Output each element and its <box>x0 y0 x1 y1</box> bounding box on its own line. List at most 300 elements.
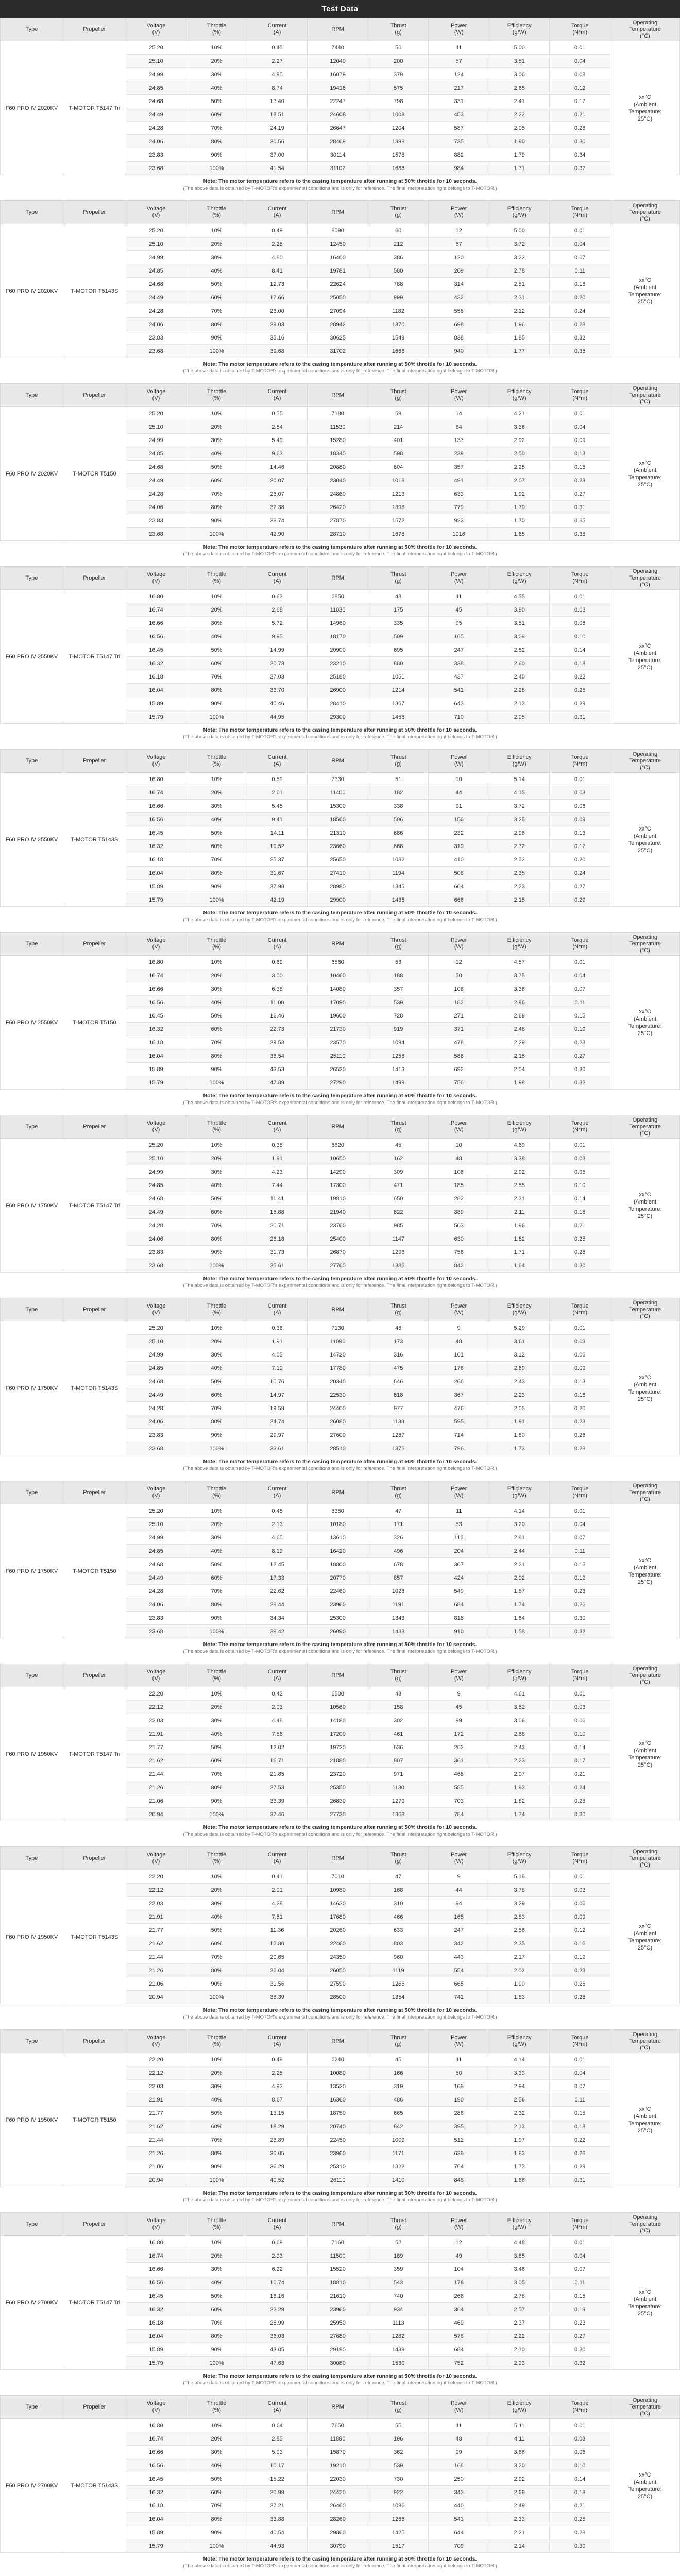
data-cell: 21.77 <box>126 1741 186 1754</box>
data-cell: 1.87 <box>489 1585 550 1598</box>
column-header: Voltage (V) <box>126 750 186 773</box>
data-cell: 80% <box>186 318 247 331</box>
data-cell: 20% <box>186 2066 247 2080</box>
data-cell: 16.18 <box>126 2316 186 2330</box>
data-cell: 250 <box>429 2472 489 2486</box>
propeller-name: T-MOTOR T5150 <box>63 1504 126 1638</box>
data-cell: 45 <box>368 2053 429 2066</box>
motor-type: F60 PRO IV 2550KV <box>1 590 63 724</box>
data-cell: 714 <box>429 1429 489 1442</box>
data-cell: 60% <box>186 474 247 487</box>
data-cell: 14630 <box>308 1897 368 1910</box>
data-cell: 50% <box>186 1558 247 1571</box>
data-cell: 1214 <box>368 684 429 697</box>
data-cell: 0.24 <box>550 1781 610 1794</box>
data-cell: 27410 <box>308 867 368 880</box>
column-header: Torque (N*m) <box>550 18 610 41</box>
data-cell: 2.14 <box>489 2539 550 2553</box>
data-cell: 11500 <box>308 2249 368 2263</box>
propeller-name: T-MOTOR T5143S <box>63 1321 126 1455</box>
data-cell: 282 <box>429 1192 489 1206</box>
data-cell: 90% <box>186 2526 247 2539</box>
motor-type: F60 PRO IV 1950KV <box>1 2053 63 2187</box>
test-section <box>0 566 680 749</box>
data-cell: 0.29 <box>550 697 610 710</box>
column-header: RPM <box>308 1298 368 1321</box>
data-cell: 16.80 <box>126 2236 186 2249</box>
data-cell: 11 <box>429 590 489 603</box>
data-cell: 11890 <box>308 2432 368 2446</box>
data-cell: 15280 <box>308 434 368 447</box>
data-cell: 6350 <box>308 1504 368 1518</box>
data-cell: 100% <box>186 345 247 358</box>
data-cell: 27870 <box>308 514 368 528</box>
data-cell: 1678 <box>368 528 429 541</box>
data-cell: 2.07 <box>489 474 550 487</box>
data-cell: 2.01 <box>247 1884 308 1897</box>
data-cell: 100% <box>186 1625 247 1638</box>
data-cell: 410 <box>429 853 489 867</box>
data-cell: 549 <box>429 1585 489 1598</box>
data-cell: 90% <box>186 880 247 893</box>
data-cell: 7130 <box>308 1321 368 1335</box>
data-cell: 868 <box>368 840 429 853</box>
data-cell: 9.95 <box>247 630 308 643</box>
data-cell: 798 <box>368 95 429 108</box>
data-cell: 24608 <box>308 108 368 122</box>
data-cell: 0.06 <box>550 1714 610 1727</box>
temperature-note <box>0 1090 680 1115</box>
column-header: Operating Temperature (°C) <box>610 18 680 41</box>
column-header: Throttle (%) <box>186 1664 247 1687</box>
data-cell: 60% <box>186 657 247 670</box>
data-cell: 684 <box>429 2343 489 2357</box>
test-section <box>0 2395 680 2576</box>
data-cell: 80% <box>186 1781 247 1794</box>
column-header: Throttle (%) <box>186 1481 247 1504</box>
data-cell: 2.52 <box>489 853 550 867</box>
data-cell: 7.86 <box>247 1727 308 1741</box>
data-cell: 357 <box>429 461 489 474</box>
data-cell: 999 <box>368 291 429 304</box>
data-cell: 0.19 <box>550 1571 610 1585</box>
data-cell: 1530 <box>368 2357 429 2370</box>
column-header: Propeller <box>63 384 126 407</box>
data-cell: 1.90 <box>489 135 550 148</box>
column-header: Thrust (g) <box>368 1481 429 1504</box>
data-cell: 1.77 <box>489 345 550 358</box>
data-cell: 3.72 <box>489 800 550 813</box>
data-cell: 818 <box>429 1612 489 1625</box>
data-cell: 0.13 <box>550 826 610 840</box>
data-cell: 25.20 <box>126 1321 186 1335</box>
data-cell: 16.66 <box>126 2446 186 2459</box>
data-cell: 2.02 <box>489 1571 550 1585</box>
data-cell: 11400 <box>308 786 368 800</box>
data-cell: 2.32 <box>489 2107 550 2120</box>
data-cell: 94 <box>429 1897 489 1910</box>
data-cell: 604 <box>429 880 489 893</box>
operating-temperature: xx°C (Ambient Temperature: 25°C) <box>610 1139 680 1273</box>
data-cell: 2.31 <box>489 291 550 304</box>
data-cell: 10980 <box>308 1884 368 1897</box>
data-cell: 15.88 <box>247 1206 308 1219</box>
data-cell: 10650 <box>308 1152 368 1165</box>
data-cell: 21.91 <box>126 1727 186 1741</box>
data-cell: 25050 <box>308 291 368 304</box>
data-cell: 24.49 <box>126 291 186 304</box>
data-cell: 70% <box>186 670 247 684</box>
data-cell: 357 <box>368 982 429 996</box>
data-cell: 8.41 <box>247 264 308 278</box>
data-cell: 1410 <box>368 2174 429 2187</box>
data-cell: 598 <box>368 447 429 461</box>
data-cell: 934 <box>368 2303 429 2316</box>
data-cell: 9 <box>429 1870 489 1884</box>
propeller-name: T-MOTOR T5147 Tri <box>63 1687 126 1821</box>
test-data-table <box>0 200 680 358</box>
test-section <box>0 1481 680 1664</box>
column-header: Type <box>1 1298 63 1321</box>
test-data-table <box>0 1481 680 1638</box>
data-cell: 310 <box>368 1897 429 1910</box>
data-cell: 575 <box>368 81 429 95</box>
data-cell: 1026 <box>368 1585 429 1598</box>
data-cell: 209 <box>429 264 489 278</box>
data-cell: 0.42 <box>247 1687 308 1701</box>
note-main-text: Note: The motor temperature refers to the casing temperature after running at 50% throttle for 10 seconds. <box>203 178 477 184</box>
column-header: Power (W) <box>429 933 489 956</box>
data-cell: 0.20 <box>550 853 610 867</box>
data-cell: 486 <box>368 2093 429 2107</box>
column-header: Efficiency (g/W) <box>489 18 550 41</box>
data-cell: 2.23 <box>489 1754 550 1768</box>
column-header: Current (A) <box>247 1664 308 1687</box>
propeller-name: T-MOTOR T5143S <box>63 2419 126 2553</box>
data-cell: 16.32 <box>126 657 186 670</box>
data-cell: 0.15 <box>550 2107 610 2120</box>
test-data-table <box>0 383 680 541</box>
data-cell: 16.80 <box>126 590 186 603</box>
data-cell: 5.00 <box>489 224 550 238</box>
data-cell: 22624 <box>308 278 368 291</box>
data-cell: 24.28 <box>126 1585 186 1598</box>
column-header: Efficiency (g/W) <box>489 1664 550 1687</box>
data-cell: 1398 <box>368 501 429 514</box>
data-cell: 3.85 <box>489 2249 550 2263</box>
data-cell: 70% <box>186 2316 247 2330</box>
temperature-note <box>0 175 680 200</box>
data-cell: 0.28 <box>550 1246 610 1259</box>
data-cell: 2.49 <box>489 2499 550 2513</box>
table-row <box>1 2419 680 2432</box>
data-cell: 188 <box>368 969 429 982</box>
data-cell: 319 <box>368 2080 429 2093</box>
data-cell: 0.30 <box>550 135 610 148</box>
test-section <box>0 1664 680 1846</box>
data-cell: 57 <box>429 55 489 68</box>
data-cell: 13520 <box>308 2080 368 2093</box>
data-cell: 2.05 <box>489 122 550 135</box>
data-cell: 0.55 <box>247 407 308 420</box>
data-cell: 17300 <box>308 1179 368 1192</box>
data-cell: 15.79 <box>126 1076 186 1090</box>
column-header: Operating Temperature (°C) <box>610 1481 680 1504</box>
data-cell: 4.55 <box>489 590 550 603</box>
data-cell: 173 <box>368 1335 429 1348</box>
data-cell: 60% <box>186 2120 247 2133</box>
data-cell: 22.20 <box>126 1870 186 1884</box>
data-cell: 3.90 <box>489 603 550 617</box>
data-cell: 0.09 <box>550 1910 610 1924</box>
data-cell: 2.61 <box>247 786 308 800</box>
test-data-table <box>0 18 680 175</box>
data-cell: 5.16 <box>489 1870 550 1884</box>
data-cell: 0.28 <box>550 1991 610 2004</box>
data-cell: 247 <box>429 643 489 657</box>
data-cell: 1549 <box>368 331 429 345</box>
data-cell: 5.45 <box>247 800 308 813</box>
data-cell: 90% <box>186 331 247 345</box>
data-cell: 20% <box>186 969 247 982</box>
data-cell: 17200 <box>308 1727 368 1741</box>
data-cell: 1.82 <box>489 1232 550 1246</box>
data-cell: 0.01 <box>550 1687 610 1701</box>
test-section <box>0 200 680 383</box>
data-cell: 1204 <box>368 122 429 135</box>
data-cell: 28410 <box>308 697 368 710</box>
data-cell: 1456 <box>368 710 429 724</box>
column-header: Current (A) <box>247 1298 308 1321</box>
data-cell: 1.74 <box>489 1808 550 1821</box>
column-header: Throttle (%) <box>186 2030 247 2053</box>
data-cell: 40% <box>186 813 247 826</box>
data-cell: 0.15 <box>550 1558 610 1571</box>
data-cell: 24.68 <box>126 1375 186 1388</box>
data-cell: 16400 <box>308 251 368 264</box>
data-cell: 100% <box>186 2357 247 2370</box>
data-cell: 1517 <box>368 2539 429 2553</box>
column-header: Voltage (V) <box>126 1481 186 1504</box>
data-cell: 26830 <box>308 1794 368 1808</box>
data-cell: 2.72 <box>489 840 550 853</box>
data-cell: 204 <box>429 1545 489 1558</box>
data-cell: 15.79 <box>126 2357 186 2370</box>
data-cell: 395 <box>429 2120 489 2133</box>
data-cell: 0.59 <box>247 773 308 786</box>
data-cell: 14.46 <box>247 461 308 474</box>
data-cell: 471 <box>368 1179 429 1192</box>
column-header: Torque (N*m) <box>550 2396 610 2419</box>
data-cell: 16.18 <box>126 670 186 684</box>
data-cell: 3.05 <box>489 2276 550 2290</box>
data-cell: 0.16 <box>550 278 610 291</box>
test-data-table <box>0 2212 680 2370</box>
data-cell: 4.21 <box>489 407 550 420</box>
data-cell: 0.35 <box>550 345 610 358</box>
column-header: Current (A) <box>247 750 308 773</box>
data-cell: 0.29 <box>550 893 610 907</box>
propeller-name: T-MOTOR T5143S <box>63 224 126 358</box>
column-header: Power (W) <box>429 201 489 224</box>
data-cell: 1266 <box>368 2513 429 2526</box>
data-cell: 19.59 <box>247 1402 308 1415</box>
data-cell: 1.85 <box>489 331 550 345</box>
data-cell: 16.71 <box>247 1754 308 1768</box>
data-cell: 971 <box>368 1768 429 1781</box>
data-cell: 2.13 <box>489 2120 550 2133</box>
temperature-note <box>0 541 680 566</box>
data-cell: 44 <box>429 1884 489 1897</box>
data-cell: 882 <box>429 148 489 162</box>
data-cell: 100% <box>186 162 247 175</box>
data-cell: 10.17 <box>247 2459 308 2472</box>
data-cell: 37.98 <box>247 880 308 893</box>
data-cell: 2.43 <box>489 1741 550 1754</box>
data-cell: 0.06 <box>550 1165 610 1179</box>
data-cell: 1425 <box>368 2526 429 2539</box>
data-cell: 0.28 <box>550 1442 610 1455</box>
note-main-text: Note: The motor temperature refers to the casing temperature after running at 50% throttle for 10 seconds. <box>203 1824 477 1831</box>
data-cell: 3.75 <box>489 969 550 982</box>
data-cell: 0.30 <box>550 2539 610 2553</box>
column-header: Voltage (V) <box>126 2030 186 2053</box>
data-cell: 7440 <box>308 41 368 55</box>
data-cell: 10% <box>186 224 247 238</box>
column-header: Efficiency (g/W) <box>489 933 550 956</box>
data-cell: 437 <box>429 670 489 684</box>
data-cell: 124 <box>429 68 489 81</box>
column-header: Efficiency (g/W) <box>489 201 550 224</box>
column-header: Torque (N*m) <box>550 750 610 773</box>
test-data-table <box>0 932 680 1090</box>
temperature-note <box>0 1821 680 1846</box>
data-cell: 20% <box>186 238 247 251</box>
data-cell: 21310 <box>308 826 368 840</box>
data-cell: 2.25 <box>489 684 550 697</box>
data-cell: 1.64 <box>489 1259 550 1273</box>
column-header: Current (A) <box>247 384 308 407</box>
data-cell: 176 <box>429 1362 489 1375</box>
data-cell: 29190 <box>308 2343 368 2357</box>
data-cell: 56 <box>368 41 429 55</box>
data-cell: 16.16 <box>247 2290 308 2303</box>
data-cell: 28710 <box>308 528 368 541</box>
data-cell: 24.06 <box>126 1598 186 1612</box>
column-header: Propeller <box>63 1847 126 1870</box>
data-cell: 90% <box>186 1429 247 1442</box>
operating-temperature: xx°C (Ambient Temperature: 25°C) <box>610 2419 680 2553</box>
data-cell: 509 <box>368 630 429 643</box>
data-cell: 50% <box>186 2290 247 2303</box>
data-cell: 9 <box>429 1687 489 1701</box>
table-row <box>1 1321 680 1335</box>
data-cell: 12.73 <box>247 278 308 291</box>
data-cell: 28510 <box>308 1442 368 1455</box>
data-cell: 0.19 <box>550 1951 610 1964</box>
data-cell: 30% <box>186 800 247 813</box>
data-cell: 0.07 <box>550 982 610 996</box>
data-cell: 20.99 <box>247 2486 308 2499</box>
column-header: Throttle (%) <box>186 567 247 590</box>
data-cell: 3.06 <box>489 1714 550 1727</box>
data-cell: 0.04 <box>550 238 610 251</box>
data-cell: 1147 <box>368 1232 429 1246</box>
data-cell: 2.69 <box>489 2486 550 2499</box>
operating-temperature: xx°C (Ambient Temperature: 25°C) <box>610 590 680 724</box>
data-cell: 0.27 <box>550 880 610 893</box>
data-cell: 803 <box>368 1937 429 1951</box>
data-cell: 50% <box>186 643 247 657</box>
table-row <box>1 2236 680 2249</box>
data-cell: 10% <box>186 2053 247 2066</box>
data-cell: 0.64 <box>247 2419 308 2432</box>
data-cell: 21.06 <box>126 1977 186 1991</box>
data-cell: 7180 <box>308 407 368 420</box>
column-header: Operating Temperature (°C) <box>610 1847 680 1870</box>
data-cell: 17780 <box>308 1362 368 1375</box>
data-cell: 443 <box>429 1951 489 1964</box>
data-cell: 100% <box>186 1991 247 2004</box>
column-header: Propeller <box>63 2213 126 2236</box>
data-cell: 740 <box>368 2290 429 2303</box>
data-cell: 23.83 <box>126 1612 186 1625</box>
motor-type: F60 PRO IV 2550KV <box>1 773 63 907</box>
data-cell: 2.23 <box>489 880 550 893</box>
data-cell: 0.11 <box>550 996 610 1009</box>
data-cell: 27.53 <box>247 1781 308 1794</box>
data-cell: 30% <box>186 434 247 447</box>
data-cell: 0.06 <box>550 800 610 813</box>
data-cell: 2.35 <box>489 867 550 880</box>
motor-type: F60 PRO IV 2020KV <box>1 407 63 541</box>
data-cell: 48 <box>429 1152 489 1165</box>
data-cell: 0.26 <box>550 122 610 135</box>
data-cell: 0.01 <box>550 1870 610 1884</box>
data-cell: 2.27 <box>247 55 308 68</box>
data-cell: 19416 <box>308 81 368 95</box>
data-cell: 21.06 <box>126 1794 186 1808</box>
column-header: Efficiency (g/W) <box>489 2396 550 2419</box>
data-cell: 4.14 <box>489 2053 550 2066</box>
data-cell: 24350 <box>308 1951 368 1964</box>
data-cell: 24.85 <box>126 1362 186 1375</box>
data-cell: 40.54 <box>247 2526 308 2539</box>
data-cell: 40% <box>186 2459 247 2472</box>
data-cell: 109 <box>429 2080 489 2093</box>
data-cell: 60% <box>186 108 247 122</box>
data-cell: 2.11 <box>489 1206 550 1219</box>
data-cell: 50% <box>186 1924 247 1937</box>
data-cell: 0.24 <box>550 304 610 318</box>
data-cell: 16.18 <box>126 853 186 867</box>
data-cell: 379 <box>368 68 429 81</box>
data-cell: 21.62 <box>126 1754 186 1768</box>
data-cell: 985 <box>368 1219 429 1232</box>
data-cell: 22.73 <box>247 1023 308 1036</box>
data-cell: 0.07 <box>550 2263 610 2276</box>
data-cell: 3.09 <box>489 630 550 643</box>
data-cell: 0.07 <box>550 251 610 264</box>
data-cell: 40% <box>186 264 247 278</box>
column-header: Throttle (%) <box>186 933 247 956</box>
data-cell: 1.66 <box>489 2174 550 2187</box>
note-disclaimer-text: (The above data is obtained by T-MOTOR's experimental conditions and is only for reference. The final interpretation right belongs to T-MOTOR.) <box>183 368 497 374</box>
data-cell: 25650 <box>308 853 368 867</box>
column-header: Efficiency (g/W) <box>489 384 550 407</box>
column-header: Thrust (g) <box>368 933 429 956</box>
data-cell: 50 <box>429 2066 489 2080</box>
